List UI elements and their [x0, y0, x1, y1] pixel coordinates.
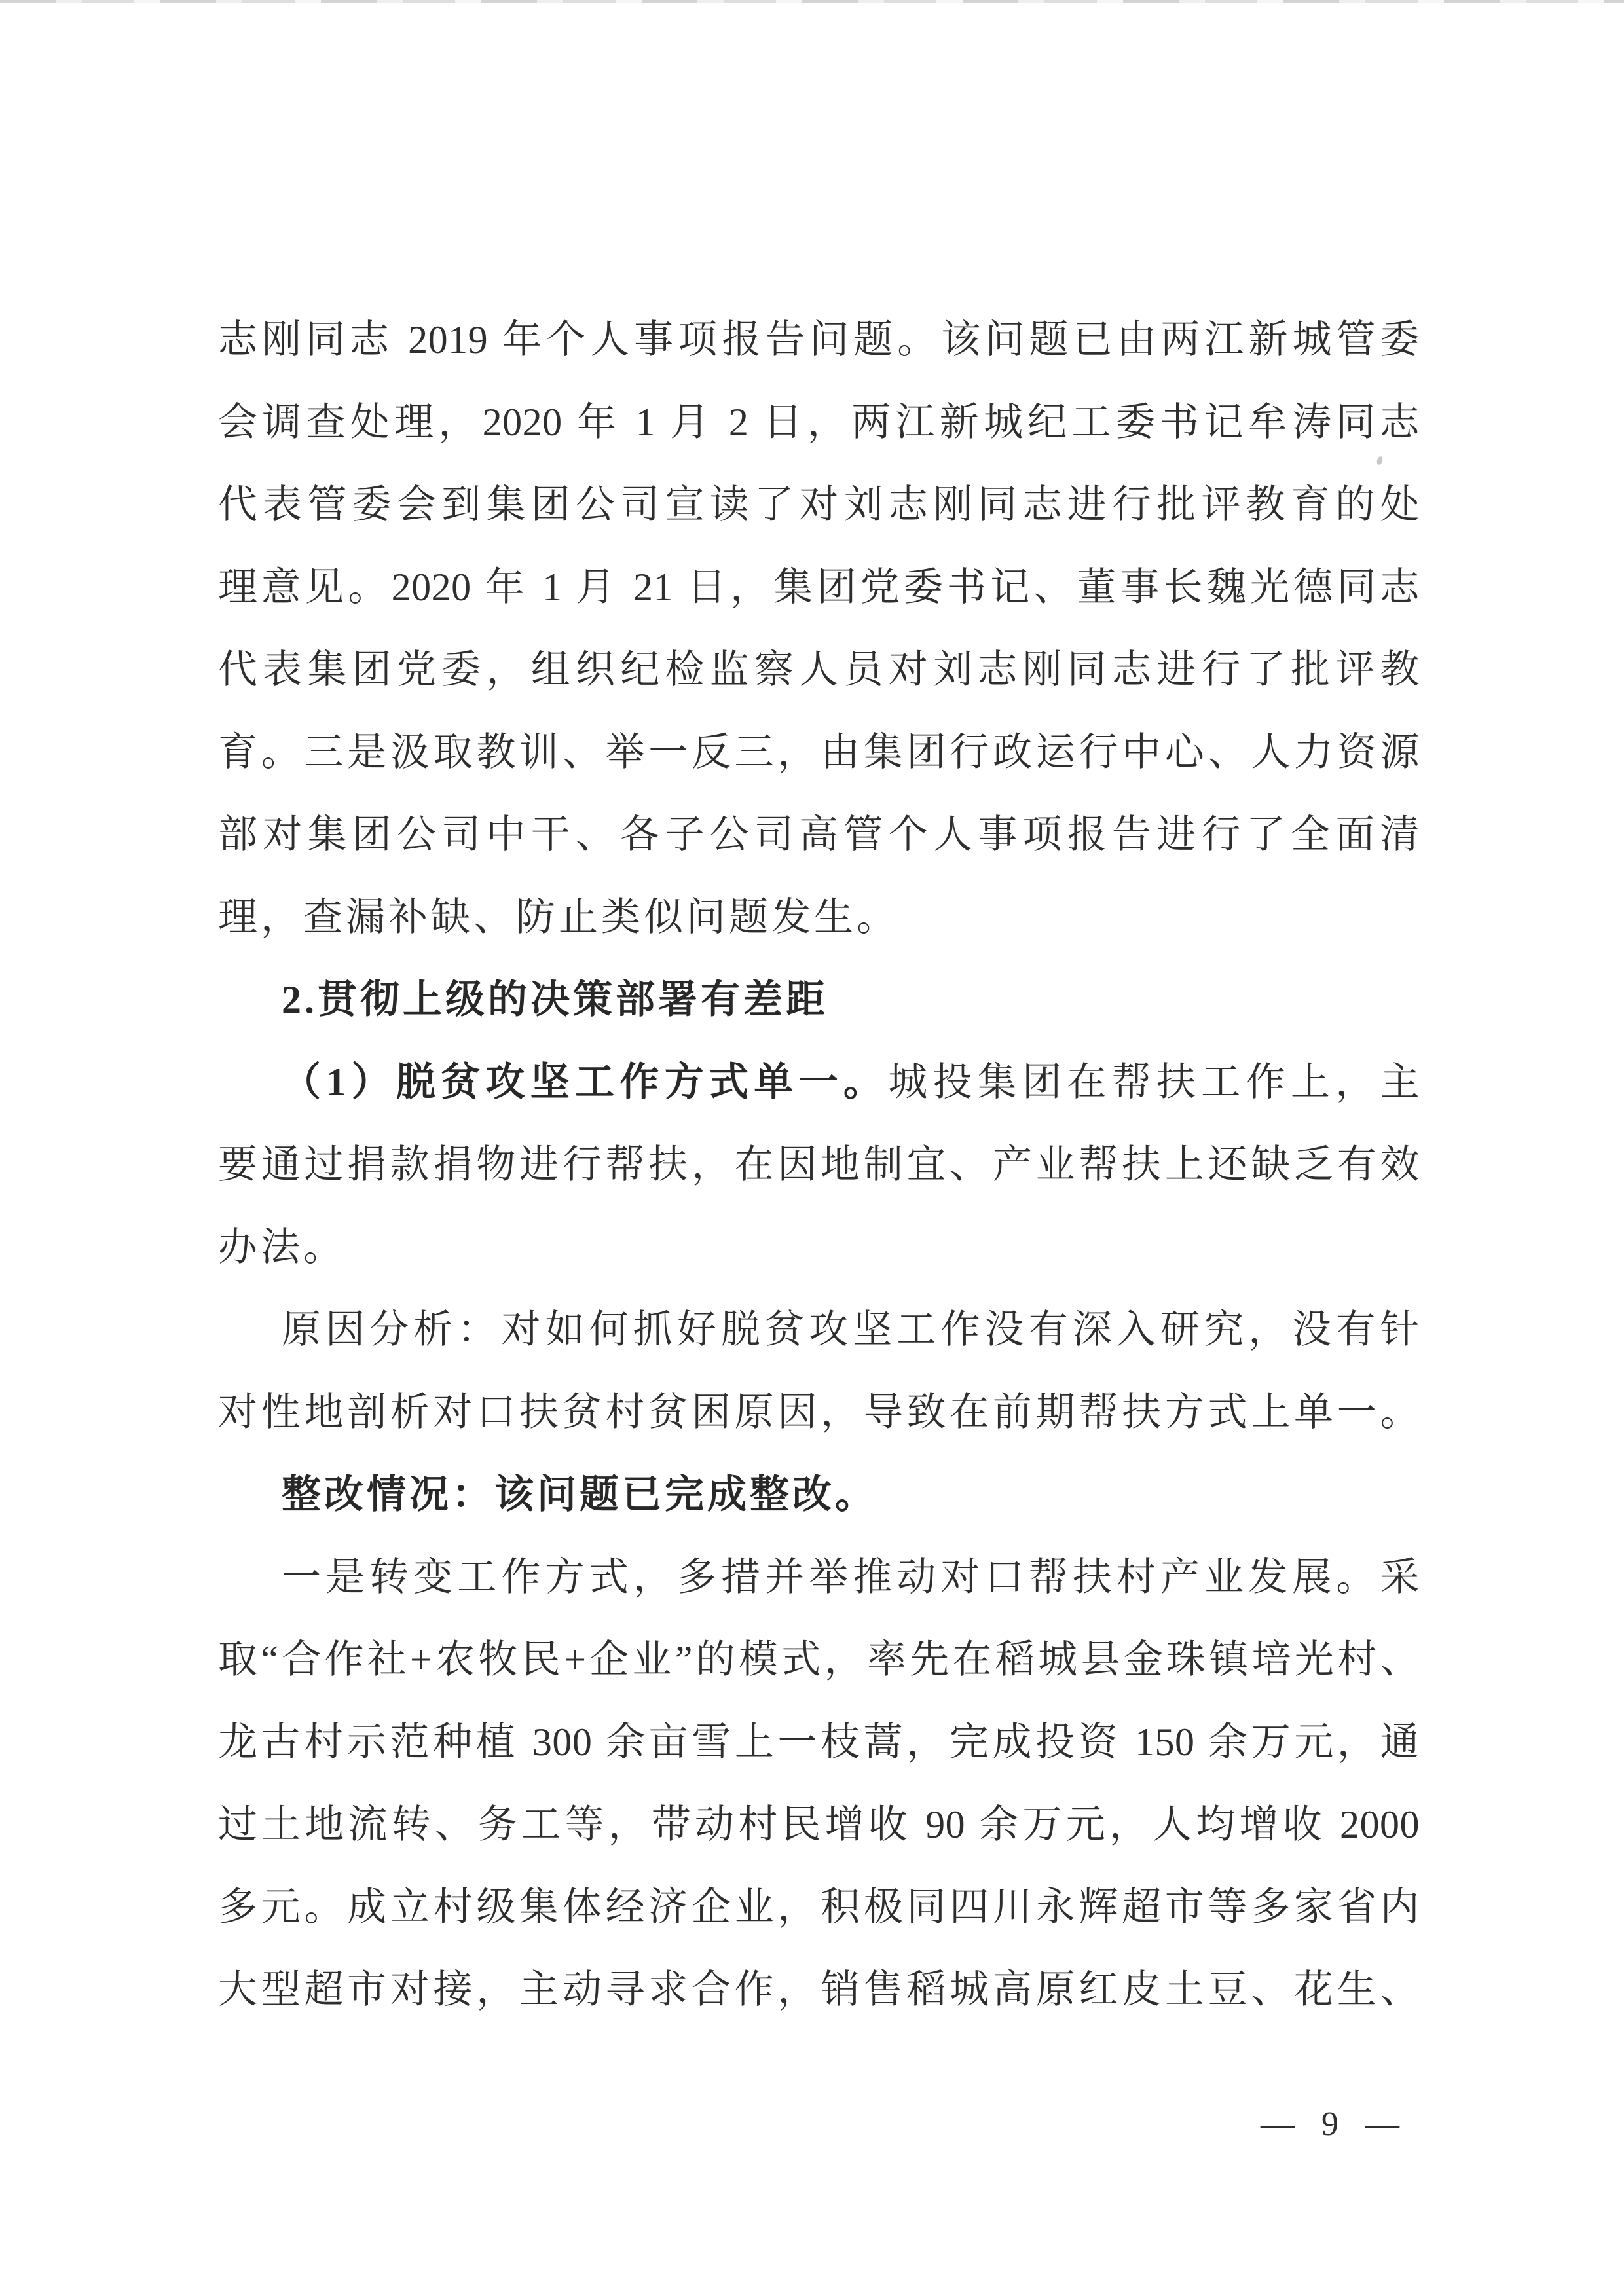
body-text-line: 理意见。2020 年 1 月 21 日，集团党委书记、董事长魏光德同志 [218, 566, 1420, 609]
body-text-line: 育。三是汲取教训、举一反三，由集团行政运行中心、人力资源 [218, 731, 1420, 774]
section-heading: 2.贯彻上级的决策部署有差距 [282, 978, 828, 1021]
body-text-line: 过土地流转、务工等，带动村民增收 90 余万元，人均增收 2000 [218, 1803, 1420, 1846]
body-text-line: 要通过捐款捐物进行帮扶，在因地制宜、产业帮扶上还缺乏有效 [218, 1143, 1420, 1186]
body-text-line: 志刚同志 2019 年个人事项报告问题。该问题已由两江新城管委 [218, 318, 1420, 361]
issue-heading-rest: 城投集团在帮扶工作上，主 [888, 1061, 1420, 1104]
body-text-line: 一是转变工作方式，多措并举推动对口帮扶村产业发展。采 [282, 1556, 1420, 1599]
issue-heading-bold: （1）脱贫攻坚工作方式单一。 [282, 1061, 889, 1104]
body-text-line: 会调查处理，2020 年 1 月 2 日，两江新城纪工委书记牟涛同志 [218, 401, 1420, 444]
body-text-line: 对性地剖析对口扶贫村贫困原因，导致在前期帮扶方式上单一。 [218, 1391, 1420, 1434]
body-text-line: 大型超市对接，主动寻求合作，销售稻城高原红皮土豆、花生、 [218, 1968, 1420, 2011]
body-text-line: 取“合作社+农牧民+企业”的模式，率先在稻城县金珠镇培光村、 [218, 1638, 1420, 1681]
page-number: — 9 — [1261, 2105, 1402, 2143]
body-text-line: 代表集团党委，组织纪检监察人员对刘志刚同志进行了批评教 [218, 648, 1420, 691]
scan-edge-artifact [0, 0, 1624, 3]
text-block [218, 299, 1420, 2031]
body-text-line: 多元。成立村级集体经济企业，积极同四川永辉超市等多家省内 [218, 1886, 1420, 1929]
paragraph-end-line: 办法。 [218, 1226, 346, 1269]
rectification-status-heading: 整改情况：该问题已完成整改。 [282, 1473, 877, 1516]
issue-heading-line [218, 1041, 1420, 1123]
body-text-line: 代表管委会到集团公司宣读了对刘志刚同志进行批评教育的处 [218, 483, 1420, 526]
cause-analysis-line: 原因分析：对如何抓好脱贫攻坚工作没有深入研究，没有针 [282, 1308, 1420, 1351]
paragraph-end-line: 理，查漏补缺、防止类似问题发生。 [218, 896, 899, 939]
body-text-line: 龙古村示范种植 300 余亩雪上一枝蒿，完成投资 150 余万元，通 [218, 1721, 1420, 1764]
body-text-line: 部对集团公司中干、各子公司高管个人事项报告进行了全面清 [218, 813, 1420, 856]
